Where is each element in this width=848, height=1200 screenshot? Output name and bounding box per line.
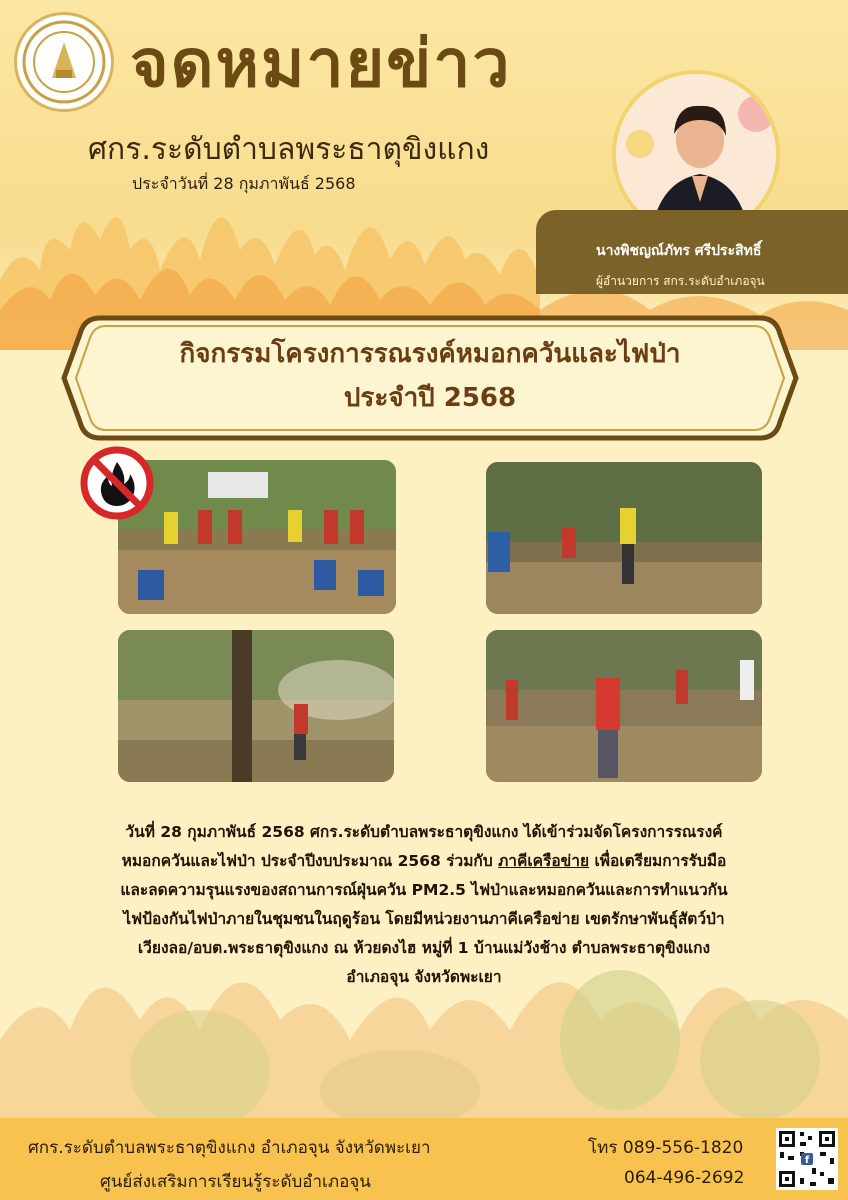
photo-team-in-forest <box>486 630 762 782</box>
no-fire-icon <box>80 446 154 520</box>
news-line-2 <box>40 847 808 876</box>
director-role: ผู้อำนวยการ สกร.ระดับอำเภอจุน <box>596 274 765 288</box>
activity-title <box>60 332 800 420</box>
news-line-4: ไฟป้องกันไฟป่าภายในชุมชนในฤดูร้อน โดยมีหน่วยงานภาคีเครือข่าย เขตรักษาพันธุ์สัตว์ป่า <box>123 910 725 928</box>
center-name: ศกร.ระดับตำบลพระธาตุขิงแกง <box>88 132 490 167</box>
news-line-6: อำเภอจุน จังหวัดพะเยา <box>346 968 502 986</box>
director-name: นางพิชญณ์ภัทร ศรีประสิทธิ์ <box>596 243 762 259</box>
photo-firebreak-blowing <box>118 630 394 782</box>
news-line-2b: เพื่อเตรียมการรับมือ <box>589 852 727 870</box>
footer-district-center: ศูนย์ส่งเสริมการเรียนรู้ระดับอำเภอจุน <box>100 1172 371 1192</box>
news-body <box>40 818 808 992</box>
footer-center-address: ศกร.ระดับตำบลพระธาตุขิงแกง อำเภอจุน จังหวัดพะเยา <box>28 1138 431 1158</box>
svg-text:f: f <box>804 1155 810 1166</box>
news-line-3: และลดความรุนแรงของสถานการณ์ฝุ่นควัน PM2.5 ไฟป่าและหมอกควันและการทำแนวกัน <box>120 881 728 899</box>
director-name-box <box>536 210 848 294</box>
footer-phone-1[interactable]: โทร 089-556-1820 <box>588 1138 744 1158</box>
activity-title-line2: ประจำปี 2568 <box>343 383 517 413</box>
issue-date: ประจำวันที่ 28 กุมภาพันธ์ 2568 <box>132 174 356 193</box>
news-line-5: เวียงลอ/อบต.พระธาตุขิงแกง ณ ห้วยดงไฮ หมู่ที่ 1 บ้านแม่วังช้าง ตำบลพระธาตุขิงแกง <box>137 939 711 957</box>
news-line-1: วันที่ 28 กุมภาพันธ์ 2568 ศกร.ระดับตำบลพระธาตุขิงแกง ได้เข้าร่วมจัดโครงการรณรงค์ <box>125 823 723 841</box>
footer-phone-2[interactable]: 064-496-2692 <box>624 1168 745 1188</box>
qr-code-icon[interactable] <box>776 1128 838 1190</box>
activity-title-line1: กิจกรรมโครงการรณรงค์หมอกควันและไฟป่า <box>179 339 681 369</box>
photo-forest-walk <box>486 462 762 614</box>
news-line-2a: หมอกควันและไฟป่า ประจำปีงบประมาณ 2568 ร่วมกับ <box>121 852 499 870</box>
footer <box>0 1118 848 1200</box>
logo <box>14 12 114 112</box>
department-seal-icon <box>22 20 106 104</box>
newsletter-title: จดหมายข่าว <box>130 24 512 102</box>
photo-group-participants <box>118 460 396 614</box>
network-partners-link[interactable]: ภาคีเครือข่าย <box>498 852 590 870</box>
